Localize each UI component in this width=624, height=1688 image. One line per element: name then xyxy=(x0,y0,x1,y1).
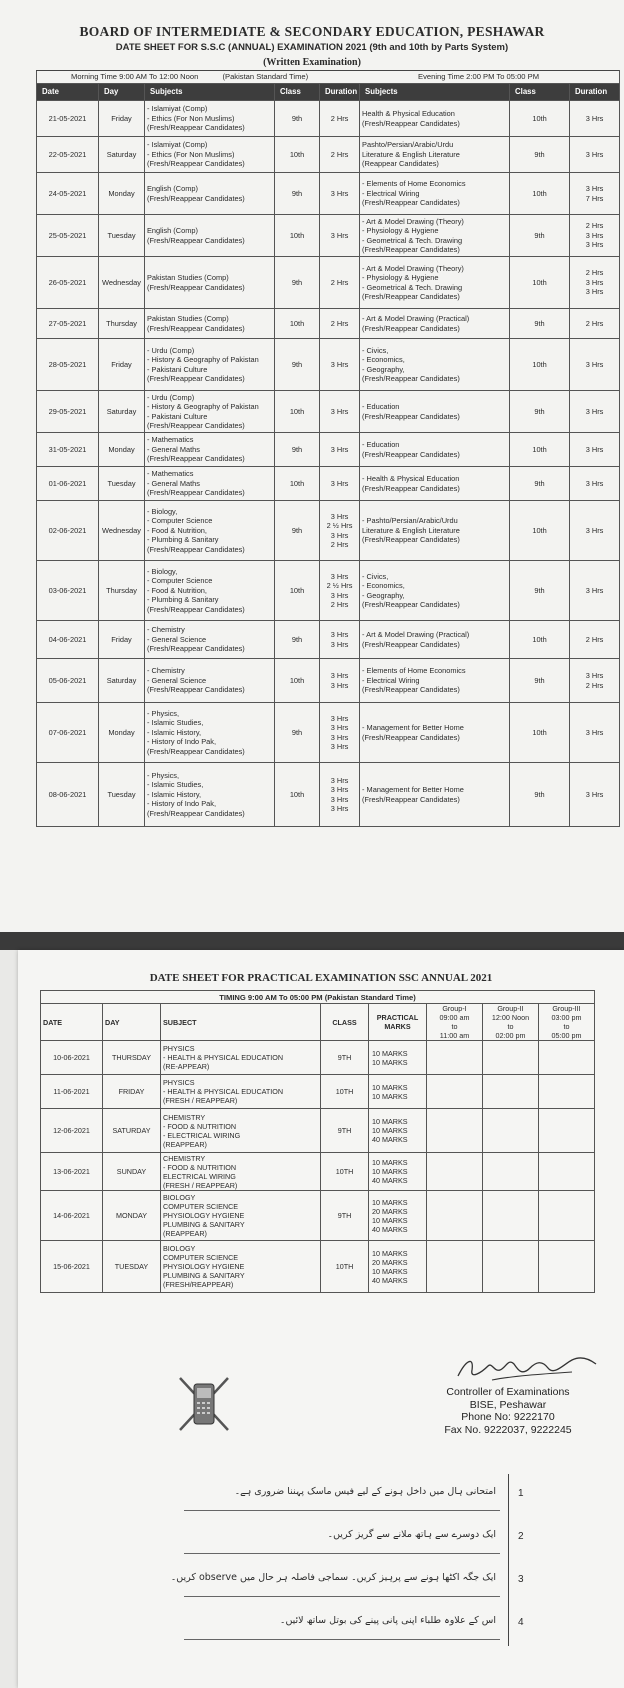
morning-duration-cell: 3 Hrs xyxy=(320,215,360,257)
table-row xyxy=(37,561,620,621)
evening-class-cell: 9th xyxy=(510,309,570,339)
instruction-number: 2 xyxy=(518,1531,524,1542)
instruction-underline xyxy=(184,1553,500,1554)
morning-class-cell: 10th xyxy=(275,137,320,173)
col-evening-subjects: Subjects xyxy=(360,84,510,101)
morning-duration-cell: 3 Hrs xyxy=(320,467,360,501)
date-cell: 01-06-2021 xyxy=(37,467,99,501)
evening-duration-cell: 3 Hrs xyxy=(570,467,620,501)
table-row xyxy=(41,1191,595,1241)
morning-subjects-cell: - Chemistry - General Science (Fresh/Reappear Candidates) xyxy=(145,659,275,703)
instruction-item xyxy=(184,1517,548,1560)
day-cell: Saturday xyxy=(99,659,145,703)
morning-class-cell: 9th xyxy=(275,501,320,561)
morning-duration-cell: 3 Hrs 2 ½ Hrs 3 Hrs 2 Hrs xyxy=(320,501,360,561)
morning-subjects-cell: - Mathematics - General Maths (Fresh/Reappear Candidates) xyxy=(145,433,275,467)
day-cell: SATURDAY xyxy=(103,1109,161,1153)
class-cell: 9TH xyxy=(321,1041,369,1075)
marks-cell: 10 MARKS 10 MARKS xyxy=(369,1075,427,1109)
col-morning-duration: Duration xyxy=(320,84,360,101)
day-cell: Saturday xyxy=(99,137,145,173)
class-cell: 10TH xyxy=(321,1153,369,1191)
day-cell: SUNDAY xyxy=(103,1153,161,1191)
morning-class-cell: 10th xyxy=(275,215,320,257)
table-row xyxy=(41,1241,595,1293)
morning-subjects-cell: - Urdu (Comp) - History & Geography of Pakistan - Pakistani Culture (Fresh/Reappear Candidates) xyxy=(145,391,275,433)
date-cell: 10-06-2021 xyxy=(41,1041,103,1075)
morning-class-cell: 10th xyxy=(275,561,320,621)
practical-timing: TIMING 9:00 AM To 05:00 PM (Pakistan Standard Time) xyxy=(41,991,595,1004)
table-row xyxy=(37,659,620,703)
morning-subjects-cell: - Mathematics - General Maths (Fresh/Reappear Candidates) xyxy=(145,467,275,501)
morning-subjects-cell: - Urdu (Comp) - History & Geography of Pakistan - Pakistani Culture (Fresh/Reappear Candidates) xyxy=(145,339,275,391)
morning-class-cell: 9th xyxy=(275,257,320,309)
group-2-cell xyxy=(483,1241,539,1293)
marks-cell: 10 MARKS 20 MARKS 10 MARKS 40 MARKS xyxy=(369,1241,427,1293)
morning-duration-cell: 3 Hrs xyxy=(320,173,360,215)
evening-class-cell: 9th xyxy=(510,467,570,501)
date-cell: 24-05-2021 xyxy=(37,173,99,215)
instruction-underline xyxy=(184,1596,500,1597)
col-class: CLASS xyxy=(321,1004,369,1041)
evening-duration-cell: 3 Hrs xyxy=(570,763,620,827)
evening-duration-cell: 2 Hrs 3 Hrs 3 Hrs xyxy=(570,257,620,309)
day-cell: Tuesday xyxy=(99,763,145,827)
morning-class-cell: 10th xyxy=(275,391,320,433)
evening-class-cell: 10th xyxy=(510,101,570,137)
morning-class-cell: 9th xyxy=(275,703,320,763)
morning-duration-cell: 2 Hrs xyxy=(320,309,360,339)
evening-subjects-cell: - Education (Fresh/Reappear Candidates) xyxy=(360,433,510,467)
group-2-cell xyxy=(483,1041,539,1075)
practical-exam-table xyxy=(40,990,595,1293)
evening-subjects-cell: Pashto/Persian/Arabic/Urdu Literature & English Literature (Reappear Candidates) xyxy=(360,137,510,173)
group-1-cell xyxy=(427,1041,483,1075)
evening-subjects-cell: - Health & Physical Education (Fresh/Reappear Candidates) xyxy=(360,467,510,501)
date-cell: 21-05-2021 xyxy=(37,101,99,137)
evening-subjects-cell: Health & Physical Education (Fresh/Reappear Candidates) xyxy=(360,101,510,137)
table-row xyxy=(37,703,620,763)
instruction-item xyxy=(184,1474,548,1517)
date-sheet-title: DATE SHEET FOR S.S.C (ANNUAL) EXAMINATION 2021 (9th and 10th by Parts System) xyxy=(115,42,509,53)
group-1-cell xyxy=(427,1075,483,1109)
group-3-cell xyxy=(539,1191,595,1241)
date-cell: 12-06-2021 xyxy=(41,1109,103,1153)
evening-subjects-cell: - Education (Fresh/Reappear Candidates) xyxy=(360,391,510,433)
date-cell: 13-06-2021 xyxy=(41,1153,103,1191)
morning-subjects-cell: Pakistan Studies (Comp) (Fresh/Reappear Candidates) xyxy=(145,309,275,339)
instruction-text: ایک دوسرے سے ہاتھ ملانے سے گریز کریں۔ xyxy=(327,1529,496,1540)
morning-subjects-cell: - Physics, - Islamic Studies, - Islamic History, - History of Indo Pak, (Fresh/Reappear Candidates) xyxy=(145,703,275,763)
table-row xyxy=(37,309,620,339)
day-cell: Monday xyxy=(99,433,145,467)
evening-time: Evening Time 2:00 PM To 05:00 PM xyxy=(418,72,540,82)
group-2-cell xyxy=(483,1153,539,1191)
instruction-divider xyxy=(508,1560,509,1603)
evening-subjects-cell: - Art & Model Drawing (Practical) (Fresh/Reappear Candidates) xyxy=(360,621,510,659)
morning-duration-cell: 3 Hrs xyxy=(320,339,360,391)
morning-duration-cell: 2 Hrs xyxy=(320,257,360,309)
date-cell: 29-05-2021 xyxy=(37,391,99,433)
evening-duration-cell: 3 Hrs xyxy=(570,391,620,433)
date-cell: 02-06-2021 xyxy=(37,501,99,561)
day-cell: Friday xyxy=(99,101,145,137)
col-date: DATE xyxy=(41,1004,103,1041)
class-cell: 10TH xyxy=(321,1241,369,1293)
table-row xyxy=(41,1153,595,1191)
evening-class-cell: 10th xyxy=(510,621,570,659)
evening-subjects-cell: - Art & Model Drawing (Theory) - Physiology & Hygiene - Geometrical & Tech. Drawing (Fresh/Reappear Candidates) xyxy=(360,215,510,257)
group-1-cell xyxy=(427,1109,483,1153)
instruction-divider xyxy=(508,1474,509,1517)
evening-class-cell: 10th xyxy=(510,703,570,763)
morning-duration-cell: 3 Hrs 3 Hrs xyxy=(320,659,360,703)
col-group-1: Group-I 09:00 am to 11:00 am xyxy=(427,1004,483,1041)
date-cell: 25-05-2021 xyxy=(37,215,99,257)
evening-duration-cell: 3 Hrs xyxy=(570,703,620,763)
date-cell: 05-06-2021 xyxy=(37,659,99,703)
evening-duration-cell: 3 Hrs xyxy=(570,339,620,391)
instruction-text: امتحانی ہال میں داخل ہونے کے لیے فیس ماسک پہننا ضروری ہے۔ xyxy=(234,1486,496,1497)
day-cell: Thursday xyxy=(99,309,145,339)
day-cell: Friday xyxy=(99,339,145,391)
morning-time: Morning Time 9:00 AM To 12:00 Noon xyxy=(71,72,199,82)
evening-class-cell: 9th xyxy=(510,659,570,703)
date-cell: 26-05-2021 xyxy=(37,257,99,309)
instruction-number: 3 xyxy=(518,1574,524,1585)
subject-cell: PHYSICS - HEALTH & PHYSICAL EDUCATION (FRESH / REAPPEAR) xyxy=(161,1075,321,1109)
table-row xyxy=(37,215,620,257)
evening-subjects-cell: - Elements of Home Economics - Electrical Wiring (Fresh/Reappear Candidates) xyxy=(360,659,510,703)
instruction-underline xyxy=(184,1639,500,1640)
evening-subjects-cell: - Elements of Home Economics - Electrical Wiring (Fresh/Reappear Candidates) xyxy=(360,173,510,215)
morning-subjects-cell: English (Comp) (Fresh/Reappear Candidates) xyxy=(145,215,275,257)
morning-duration-cell: 3 Hrs xyxy=(320,433,360,467)
instruction-divider xyxy=(508,1603,509,1646)
col-day: Day xyxy=(99,84,145,101)
evening-class-cell: 10th xyxy=(510,433,570,467)
col-morning-class: Class xyxy=(275,84,320,101)
group-1-cell xyxy=(427,1191,483,1241)
evening-class-cell: 10th xyxy=(510,339,570,391)
instruction-number: 4 xyxy=(518,1617,524,1628)
instruction-item xyxy=(184,1603,548,1646)
date-cell: 03-06-2021 xyxy=(37,561,99,621)
date-cell: 07-06-2021 xyxy=(37,703,99,763)
evening-class-cell: 10th xyxy=(510,501,570,561)
evening-class-cell: 9th xyxy=(510,215,570,257)
evening-subjects-cell: - Management for Better Home (Fresh/Reappear Candidates) xyxy=(360,703,510,763)
col-evening-duration: Duration xyxy=(570,84,620,101)
table-row xyxy=(37,257,620,309)
subject-cell: PHYSICS - HEALTH & PHYSICAL EDUCATION (RE-APPEAR) xyxy=(161,1041,321,1075)
class-cell: 9TH xyxy=(321,1109,369,1153)
day-cell: TUESDAY xyxy=(103,1241,161,1293)
date-cell: 04-06-2021 xyxy=(37,621,99,659)
table-row xyxy=(41,1041,595,1075)
day-cell: Wednesday xyxy=(99,257,145,309)
day-cell: Tuesday xyxy=(99,215,145,257)
evening-duration-cell: 3 Hrs 7 Hrs xyxy=(570,173,620,215)
evening-class-cell: 10th xyxy=(510,173,570,215)
morning-class-cell: 10th xyxy=(275,763,320,827)
morning-duration-cell: 3 Hrs 3 Hrs 3 Hrs 3 Hrs xyxy=(320,703,360,763)
controller-signature xyxy=(452,1346,602,1390)
morning-subjects-cell: - Biology, - Computer Science - Food & Nutrition, - Plumbing & Sanitary (Fresh/Reappear Candidates) xyxy=(145,501,275,561)
evening-duration-cell: 3 Hrs xyxy=(570,561,620,621)
instruction-underline xyxy=(184,1510,500,1511)
table-row xyxy=(37,433,620,467)
subject-cell: BIOLOGY COMPUTER SCIENCE PHYSIOLOGY HYGIENE PLUMBING & SANITARY (FRESH/REAPPEAR) xyxy=(161,1241,321,1293)
col-evening-class: Class xyxy=(510,84,570,101)
table-row xyxy=(37,173,620,215)
col-practical-marks: PRACTICAL MARKS xyxy=(369,1004,427,1041)
evening-subjects-cell: - Civics, - Economics, - Geography, (Fresh/Reappear Candidates) xyxy=(360,561,510,621)
day-cell: FRIDAY xyxy=(103,1075,161,1109)
morning-duration-cell: 3 Hrs 3 Hrs xyxy=(320,621,360,659)
date-cell: 31-05-2021 xyxy=(37,433,99,467)
morning-subjects-cell: - Islamiyat (Comp) - Ethics (For Non Muslims) (Fresh/Reappear Candidates) xyxy=(145,101,275,137)
table-row xyxy=(37,621,620,659)
morning-subjects-cell: - Islamiyat (Comp) - Ethics (For Non Muslims) (Fresh/Reappear Candidates) xyxy=(145,137,275,173)
morning-duration-cell: 3 Hrs 3 Hrs 3 Hrs 3 Hrs xyxy=(320,763,360,827)
controller-title: Controller of Examinations xyxy=(446,1386,570,1398)
date-cell: 28-05-2021 xyxy=(37,339,99,391)
morning-subjects-cell: English (Comp) (Fresh/Reappear Candidates) xyxy=(145,173,275,215)
day-cell: MONDAY xyxy=(103,1191,161,1241)
pst-label: (Pakistan Standard Time) xyxy=(222,72,309,82)
morning-subjects-cell: Pakistan Studies (Comp) (Fresh/Reappear Candidates) xyxy=(145,257,275,309)
evening-duration-cell: 3 Hrs xyxy=(570,101,620,137)
morning-subjects-cell: - Biology, - Computer Science - Food & Nutrition, - Plumbing & Sanitary (Fresh/Reappear Candidates) xyxy=(145,561,275,621)
morning-subjects-cell: - Chemistry - General Science (Fresh/Reappear Candidates) xyxy=(145,621,275,659)
written-subtitle: (Written Examination) xyxy=(263,57,361,68)
day-cell: Monday xyxy=(99,703,145,763)
date-cell: 14-06-2021 xyxy=(41,1191,103,1241)
instruction-number: 1 xyxy=(518,1488,524,1499)
evening-class-cell: 9th xyxy=(510,391,570,433)
day-cell: Friday xyxy=(99,621,145,659)
marks-cell: 10 MARKS 10 MARKS xyxy=(369,1041,427,1075)
table-row xyxy=(41,1109,595,1153)
class-cell: 9TH xyxy=(321,1191,369,1241)
evening-subjects-cell: - Art & Model Drawing (Theory) - Physiology & Hygiene - Geometrical & Tech. Drawing (Fresh/Reappear Candidates) xyxy=(360,257,510,309)
day-cell: Thursday xyxy=(99,561,145,621)
morning-class-cell: 9th xyxy=(275,339,320,391)
table-row xyxy=(37,339,620,391)
instruction-divider xyxy=(508,1517,509,1560)
col-group-2: Group-II 12:00 Noon to 02:00 pm xyxy=(483,1004,539,1041)
table-row xyxy=(37,137,620,173)
morning-subjects-cell: - Physics, - Islamic Studies, - Islamic History, - History of Indo Pak, (Fresh/Reappear Candidates) xyxy=(145,763,275,827)
practical-header-row xyxy=(41,1004,595,1041)
col-date: Date xyxy=(37,84,99,101)
col-morning-subjects: Subjects xyxy=(145,84,275,101)
morning-duration-cell: 2 Hrs xyxy=(320,101,360,137)
practical-timing-row xyxy=(41,991,595,1004)
timing-row xyxy=(37,71,620,84)
table-row xyxy=(37,467,620,501)
table-row xyxy=(37,391,620,433)
group-3-cell xyxy=(539,1241,595,1293)
col-day: DAY xyxy=(103,1004,161,1041)
group-3-cell xyxy=(539,1075,595,1109)
controller-phone: Phone No: 9222170 xyxy=(461,1411,555,1423)
morning-class-cell: 9th xyxy=(275,433,320,467)
table-row xyxy=(37,101,620,137)
date-cell: 11-06-2021 xyxy=(41,1075,103,1109)
morning-class-cell: 9th xyxy=(275,101,320,137)
instruction-text: ایک جگہ اکٹھا ہونے سے پرہیز کریں۔ سماجی فاصلہ ہر حال میں observe کریں۔ xyxy=(170,1572,496,1583)
table-header-row xyxy=(37,84,620,101)
group-2-cell xyxy=(483,1075,539,1109)
day-cell: Wednesday xyxy=(99,501,145,561)
marks-cell: 10 MARKS 10 MARKS 40 MARKS xyxy=(369,1153,427,1191)
class-cell: 10TH xyxy=(321,1075,369,1109)
evening-duration-cell: 2 Hrs 3 Hrs 3 Hrs xyxy=(570,215,620,257)
evening-subjects-cell: - Pashto/Persian/Arabic/Urdu Literature & English Literature (Fresh/Reappear Candidates) xyxy=(360,501,510,561)
board-name: BOARD OF INTERMEDIATE & SECONDARY EDUCATION, PESHAWAR xyxy=(79,24,545,39)
day-cell: THURSDAY xyxy=(103,1041,161,1075)
evening-duration-cell: 3 Hrs xyxy=(570,137,620,173)
controller-block xyxy=(408,1386,608,1436)
morning-duration-cell: 2 Hrs xyxy=(320,137,360,173)
controller-fax: Fax No. 9222037, 9222245 xyxy=(444,1423,572,1436)
date-cell: 27-05-2021 xyxy=(37,309,99,339)
marks-cell: 10 MARKS 10 MARKS 40 MARKS xyxy=(369,1109,427,1153)
evening-class-cell: 10th xyxy=(510,257,570,309)
col-group-3: Group-III 03:00 pm to 05:00 pm xyxy=(539,1004,595,1041)
evening-class-cell: 9th xyxy=(510,561,570,621)
evening-duration-cell: 3 Hrs xyxy=(570,501,620,561)
subject-cell: CHEMISTRY - FOOD & NUTRITION ELECTRICAL WIRING (FRESH / REAPPEAR) xyxy=(161,1153,321,1191)
evening-duration-cell: 2 Hrs xyxy=(570,621,620,659)
morning-class-cell: 9th xyxy=(275,173,320,215)
morning-duration-cell: 3 Hrs xyxy=(320,391,360,433)
morning-class-cell: 9th xyxy=(275,621,320,659)
evening-subjects-cell: - Art & Model Drawing (Practical) (Fresh/Reappear Candidates) xyxy=(360,309,510,339)
day-cell: Tuesday xyxy=(99,467,145,501)
marks-cell: 10 MARKS 20 MARKS 10 MARKS 40 MARKS xyxy=(369,1191,427,1241)
instruction-item xyxy=(170,1560,548,1603)
no-mobile-phone-icon xyxy=(176,1374,232,1434)
group-3-cell xyxy=(539,1041,595,1075)
date-cell: 22-05-2021 xyxy=(37,137,99,173)
evening-duration-cell: 3 Hrs 2 Hrs xyxy=(570,659,620,703)
instruction-text: اس کے علاوہ طلباء اپنی پانی پینے کی بوتل ساتھ لائیں۔ xyxy=(279,1615,496,1626)
group-3-cell xyxy=(539,1153,595,1191)
morning-class-cell: 10th xyxy=(275,309,320,339)
evening-class-cell: 9th xyxy=(510,763,570,827)
subject-cell: CHEMISTRY - FOOD & NUTRITION - ELECTRICAL WIRING (REAPPEAR) xyxy=(161,1109,321,1153)
table-row xyxy=(37,501,620,561)
evening-class-cell: 9th xyxy=(510,137,570,173)
instructions-list xyxy=(170,1474,548,1646)
day-cell: Monday xyxy=(99,173,145,215)
group-2-cell xyxy=(483,1191,539,1241)
group-3-cell xyxy=(539,1109,595,1153)
evening-duration-cell: 2 Hrs xyxy=(570,309,620,339)
day-cell: Saturday xyxy=(99,391,145,433)
evening-duration-cell: 3 Hrs xyxy=(570,433,620,467)
group-2-cell xyxy=(483,1109,539,1153)
morning-class-cell: 10th xyxy=(275,467,320,501)
date-cell: 08-06-2021 xyxy=(37,763,99,827)
morning-class-cell: 10th xyxy=(275,659,320,703)
group-1-cell xyxy=(427,1241,483,1293)
table-row xyxy=(41,1075,595,1109)
evening-subjects-cell: - Civics, - Economics, - Geography, (Fresh/Reappear Candidates) xyxy=(360,339,510,391)
morning-duration-cell: 3 Hrs 2 ½ Hrs 3 Hrs 2 Hrs xyxy=(320,561,360,621)
col-subject: SUBJECT xyxy=(161,1004,321,1041)
group-1-cell xyxy=(427,1153,483,1191)
page-separator xyxy=(0,932,624,950)
table-row xyxy=(37,763,620,827)
evening-subjects-cell: - Management for Better Home (Fresh/Reappear Candidates) xyxy=(360,763,510,827)
date-cell: 15-06-2021 xyxy=(41,1241,103,1293)
controller-org: BISE, Peshawar xyxy=(469,1398,547,1411)
practical-title: DATE SHEET FOR PRACTICAL EXAMINATION SSC ANNUAL 2021 xyxy=(149,972,493,984)
subject-cell: BIOLOGY COMPUTER SCIENCE PHYSIOLOGY HYGIENE PLUMBING & SANITARY (REAPPEAR) xyxy=(161,1191,321,1241)
written-exam-table xyxy=(36,70,620,827)
